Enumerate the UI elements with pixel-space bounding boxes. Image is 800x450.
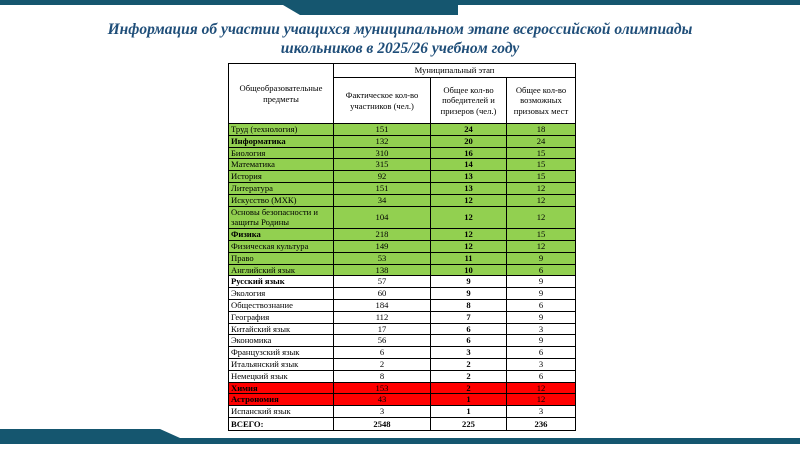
total-places-cell: 236 <box>507 417 576 430</box>
table-row <box>229 135 576 147</box>
participants-cell: 132 <box>334 135 431 147</box>
participants-cell: 315 <box>334 159 431 171</box>
table-row <box>229 406 576 418</box>
winners-cell: 7 <box>431 311 507 323</box>
winners-cell: 9 <box>431 288 507 300</box>
table-row <box>229 252 576 264</box>
page-title-line2: школьников в 2025/26 учебном году <box>280 40 520 58</box>
table-row <box>229 240 576 252</box>
participants-cell: 104 <box>334 206 431 229</box>
subject-cell: Литература <box>229 182 334 194</box>
table-row <box>229 288 576 300</box>
winners-cell: 13 <box>431 171 507 183</box>
table-row <box>229 229 576 241</box>
subject-cell: Информатика <box>229 135 334 147</box>
places-cell: 6 <box>507 299 576 311</box>
page-title <box>0 20 800 59</box>
participants-cell: 149 <box>334 240 431 252</box>
places-cell: 15 <box>507 159 576 171</box>
places-cell: 12 <box>507 194 576 206</box>
places-cell: 6 <box>507 264 576 276</box>
winners-cell: 13 <box>431 182 507 194</box>
table-row <box>229 335 576 347</box>
participants-cell: 56 <box>334 335 431 347</box>
places-cell: 6 <box>507 370 576 382</box>
winners-cell: 3 <box>431 347 507 359</box>
table-row <box>229 358 576 370</box>
participants-cell: 43 <box>334 394 431 406</box>
header-winners: Общее кол-во победителей и призеров (чел.) <box>431 78 507 124</box>
subject-cell: Основы безопасности и защиты Родины <box>229 206 334 229</box>
participants-cell: 8 <box>334 370 431 382</box>
participants-cell: 310 <box>334 147 431 159</box>
table-row <box>229 382 576 394</box>
winners-cell: 1 <box>431 394 507 406</box>
places-cell: 3 <box>507 406 576 418</box>
participants-cell: 34 <box>334 194 431 206</box>
table-header-group-row <box>229 64 576 78</box>
subject-cell: Математика <box>229 159 334 171</box>
places-cell: 12 <box>507 394 576 406</box>
header-participants: Фактическое кол-во участников (чел.) <box>334 78 431 124</box>
bottom-accent-bar <box>0 429 800 450</box>
subject-cell: Итальянский язык <box>229 358 334 370</box>
subject-cell: Французский язык <box>229 347 334 359</box>
table-row <box>229 147 576 159</box>
table-row <box>229 323 576 335</box>
table-row <box>229 394 576 406</box>
winners-cell: 14 <box>431 159 507 171</box>
top-accent-bar <box>0 0 800 16</box>
participants-cell: 184 <box>334 299 431 311</box>
participants-cell: 53 <box>334 252 431 264</box>
subject-cell: Экономика <box>229 335 334 347</box>
participants-cell: 57 <box>334 276 431 288</box>
table-row <box>229 171 576 183</box>
subject-cell: Астрономия <box>229 394 334 406</box>
table-row <box>229 299 576 311</box>
winners-cell: 2 <box>431 370 507 382</box>
places-cell: 3 <box>507 358 576 370</box>
places-cell: 12 <box>507 206 576 229</box>
places-cell: 6 <box>507 347 576 359</box>
total-winners-cell: 225 <box>431 417 507 430</box>
places-cell: 24 <box>507 135 576 147</box>
subject-cell: Русский язык <box>229 276 334 288</box>
places-cell: 15 <box>507 147 576 159</box>
header-places: Общее кол-во возможных призовых мест <box>507 78 576 124</box>
winners-cell: 6 <box>431 323 507 335</box>
total-label-cell: ВСЕГО: <box>229 417 334 430</box>
participants-cell: 60 <box>334 288 431 300</box>
places-cell: 15 <box>507 171 576 183</box>
subject-cell: Английский язык <box>229 264 334 276</box>
winners-cell: 2 <box>431 358 507 370</box>
winners-cell: 11 <box>431 252 507 264</box>
places-cell: 12 <box>507 382 576 394</box>
winners-cell: 8 <box>431 299 507 311</box>
places-cell: 15 <box>507 229 576 241</box>
subject-cell: Право <box>229 252 334 264</box>
table-row <box>229 124 576 136</box>
winners-cell: 12 <box>431 240 507 252</box>
participants-cell: 6 <box>334 347 431 359</box>
header-municipal-stage: Муниципальный этап <box>334 64 576 78</box>
places-cell: 9 <box>507 276 576 288</box>
winners-cell: 12 <box>431 229 507 241</box>
participants-cell: 151 <box>334 182 431 194</box>
table-row <box>229 194 576 206</box>
winners-cell: 20 <box>431 135 507 147</box>
places-cell: 12 <box>507 182 576 194</box>
places-cell: 12 <box>507 240 576 252</box>
table-row <box>229 370 576 382</box>
subject-cell: Физика <box>229 229 334 241</box>
subject-cell: Труд (технология) <box>229 124 334 136</box>
subject-cell: География <box>229 311 334 323</box>
places-cell: 3 <box>507 323 576 335</box>
winners-cell: 12 <box>431 194 507 206</box>
table-total-row <box>229 417 576 430</box>
participants-cell: 151 <box>334 124 431 136</box>
page-title-line1: Информация об участии учащихся муниципальном этапе всероссийской олимпиады <box>107 21 693 38</box>
winners-cell: 2 <box>431 382 507 394</box>
subject-cell: Экология <box>229 288 334 300</box>
table-row <box>229 264 576 276</box>
participants-cell: 92 <box>334 171 431 183</box>
header-subjects: Общеобразовательные предметы <box>229 64 334 124</box>
winners-cell: 1 <box>431 406 507 418</box>
winners-cell: 6 <box>431 335 507 347</box>
places-cell: 9 <box>507 288 576 300</box>
table-row <box>229 347 576 359</box>
places-cell: 9 <box>507 335 576 347</box>
subject-cell: Китайский язык <box>229 323 334 335</box>
subject-cell: Немецкий язык <box>229 370 334 382</box>
participants-cell: 153 <box>334 382 431 394</box>
subject-cell: История <box>229 171 334 183</box>
winners-cell: 24 <box>431 124 507 136</box>
subject-cell: Обществознание <box>229 299 334 311</box>
subject-cell: Химия <box>229 382 334 394</box>
places-cell: 18 <box>507 124 576 136</box>
winners-cell: 16 <box>431 147 507 159</box>
subject-cell: Физическая культура <box>229 240 334 252</box>
table-row <box>229 159 576 171</box>
table-row <box>229 206 576 229</box>
subject-cell: Биология <box>229 147 334 159</box>
places-cell: 9 <box>507 252 576 264</box>
participants-cell: 218 <box>334 229 431 241</box>
participants-cell: 2 <box>334 358 431 370</box>
places-cell: 9 <box>507 311 576 323</box>
winners-cell: 12 <box>431 206 507 229</box>
winners-cell: 9 <box>431 276 507 288</box>
table-row <box>229 311 576 323</box>
table-row <box>229 182 576 194</box>
participants-cell: 112 <box>334 311 431 323</box>
olympiad-table <box>228 63 576 431</box>
subject-cell: Искусство (МХК) <box>229 194 334 206</box>
subject-cell: Испанский язык <box>229 406 334 418</box>
winners-cell: 10 <box>431 264 507 276</box>
table-row <box>229 276 576 288</box>
total-participants-cell: 2548 <box>334 417 431 430</box>
participants-cell: 138 <box>334 264 431 276</box>
participants-cell: 17 <box>334 323 431 335</box>
participants-cell: 3 <box>334 406 431 418</box>
